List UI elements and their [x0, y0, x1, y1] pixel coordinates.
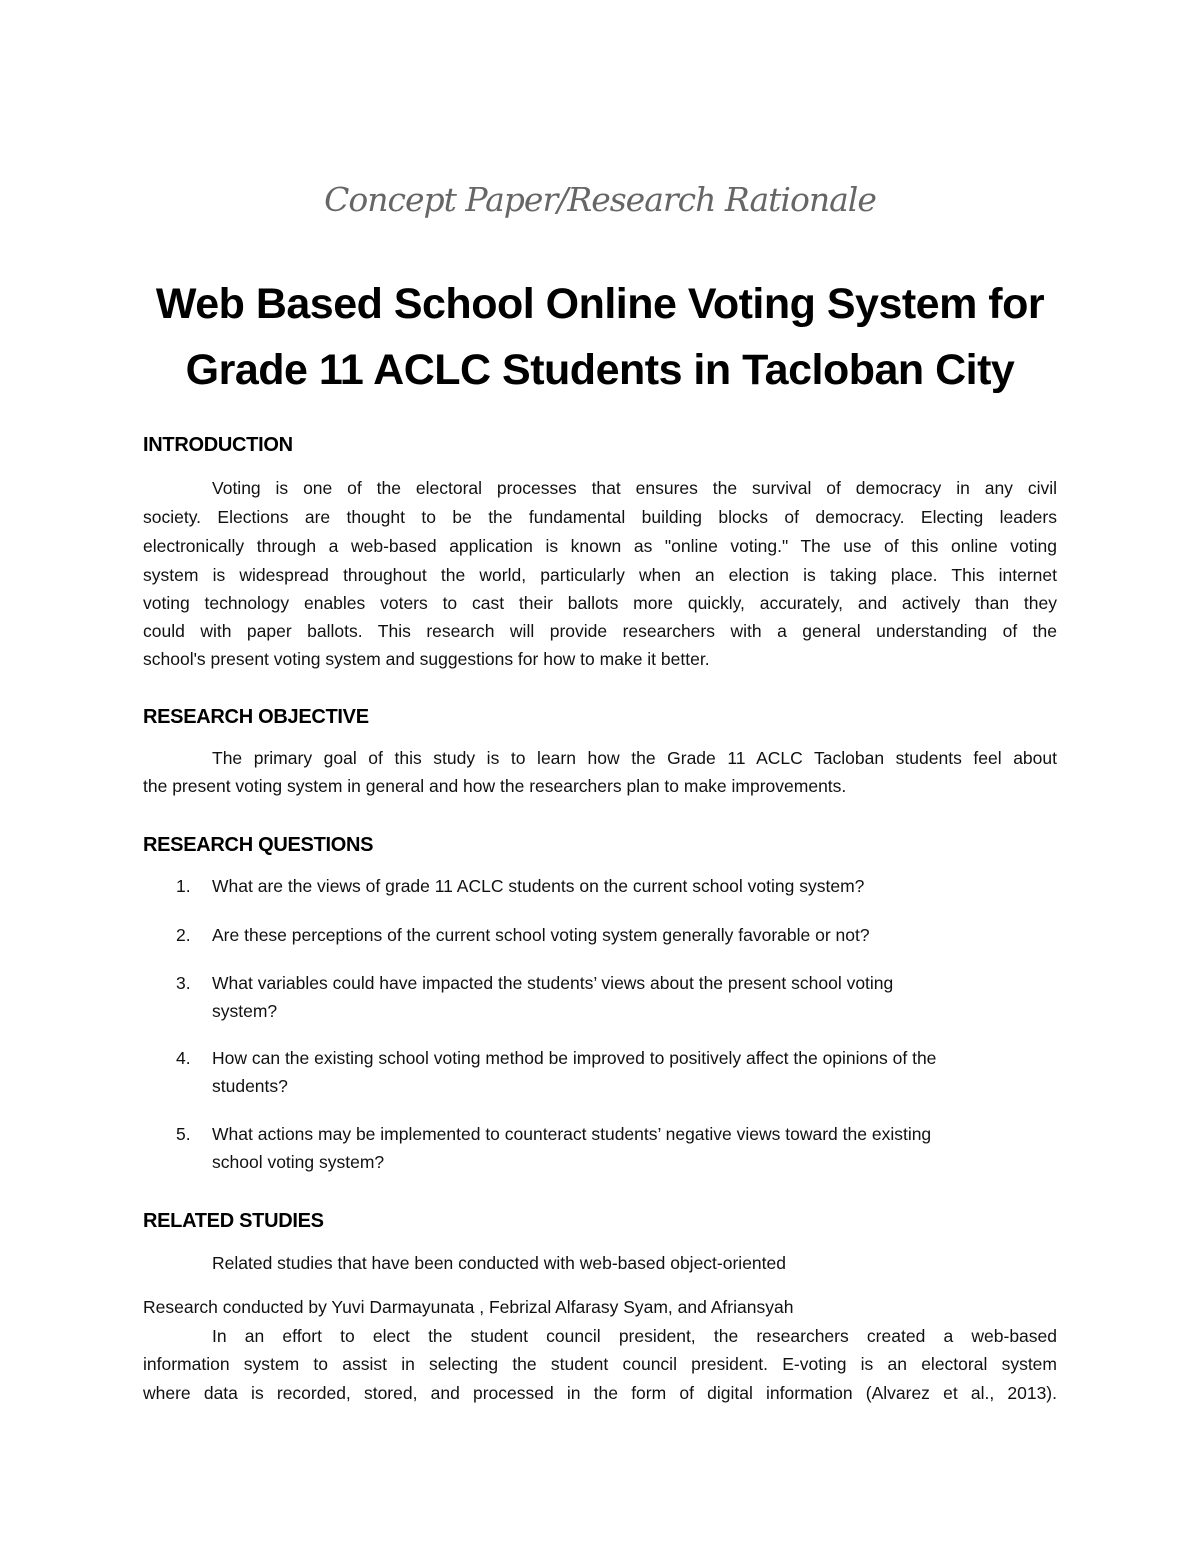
- intro-line: society. Elections are thought to be the fundamental building blocks of democracy. Electing leaders: [143, 507, 1057, 527]
- question-text: What are the views of grade 11 ACLC students on the current school voting system?: [212, 876, 865, 896]
- question-text: school voting system?: [212, 1152, 385, 1172]
- objective-line: the present voting system in general and how the researchers plan to make improvements.: [143, 776, 847, 796]
- intro-line: school's present voting system and suggestions for how to make it better.: [143, 649, 710, 669]
- intro-line: Voting is one of the electoral processes that ensures the survival of democracy in any civil: [212, 478, 1057, 498]
- introduction-heading: INTRODUCTION: [143, 434, 293, 456]
- related-byline: Research conducted by Yuvi Darmayunata , Febrizal Alfarasy Syam, and Afriansyah: [143, 1297, 794, 1317]
- question-text: Are these perceptions of the current school voting system generally favorable or not?: [212, 925, 870, 945]
- intro-line: voting technology enables voters to cast their ballots more quickly, accurately, and actively than they: [143, 593, 1057, 613]
- related-line: where data is recorded, stored, and processed in the form of digital information (Alvarez et al., 2013).: [143, 1383, 1057, 1403]
- document-title-line-2: Grade 11 ACLC Students in Tacloban City: [185, 346, 1015, 394]
- question-text: system?: [212, 1001, 278, 1021]
- document-subtitle: Concept Paper/Research Rationale: [324, 180, 876, 219]
- document-title-line-1: Web Based School Online Voting System for: [155, 280, 1045, 328]
- intro-line: system is widespread throughout the world, particularly when an election is taking place. This internet: [143, 565, 1057, 585]
- related-line: In an effort to elect the student council president, the researchers created a web-based: [212, 1326, 1057, 1346]
- intro-line: electronically through a web-based application is known as "online voting." The use of this online voting: [143, 536, 1057, 556]
- question-text: How can the existing school voting method be improved to positively affect the opinions of the: [212, 1048, 937, 1068]
- question-number: 4.: [176, 1048, 191, 1068]
- related-heading: RELATED STUDIES: [143, 1210, 324, 1232]
- objective-heading: RESEARCH OBJECTIVE: [143, 706, 369, 728]
- question-number: 2.: [176, 925, 191, 945]
- objective-line: The primary goal of this study is to learn how the Grade 11 ACLC Tacloban students feel about: [212, 748, 1057, 768]
- question-number: 5.: [176, 1124, 191, 1144]
- question-text: What variables could have impacted the students’ views about the present school voting: [212, 973, 894, 993]
- question-number: 3.: [176, 973, 191, 993]
- intro-line: could with paper ballots. This research will provide researchers with a general understanding of the: [143, 621, 1057, 641]
- question-text: students?: [212, 1076, 288, 1096]
- questions-heading: RESEARCH QUESTIONS: [143, 834, 374, 856]
- question-number: 1.: [176, 876, 191, 896]
- related-intro: Related studies that have been conducted with web-based object-oriented: [212, 1253, 786, 1273]
- question-text: What actions may be implemented to counteract students’ negative views toward the existing: [212, 1124, 932, 1144]
- related-line: information system to assist in selecting the student council president. E-voting is an electoral system: [143, 1354, 1057, 1374]
